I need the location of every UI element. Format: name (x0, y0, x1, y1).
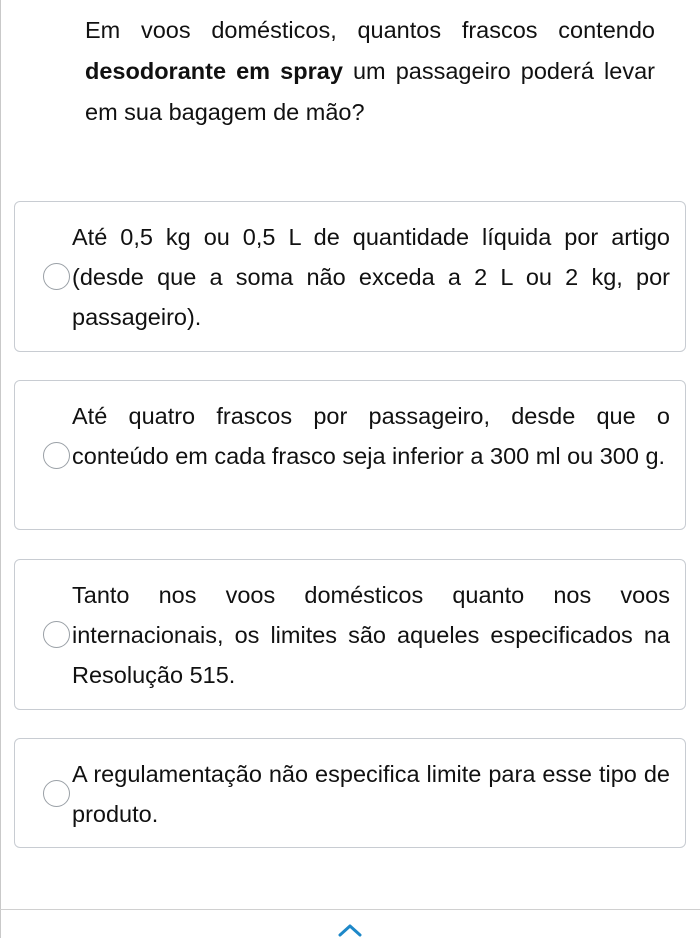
answer-option-1-text: Até 0,5 kg ou 0,5 L de quantidade líquida por artigo (desde que a soma não exceda a 2 L ou 2 kg, por passageiro). (72, 224, 670, 330)
answer-option-4-text: A regulamentação não especifica limite para esse tipo de produto. (72, 761, 670, 827)
answer-option-4[interactable] (14, 738, 686, 848)
question-text-start: Em voos domésticos, quantos frascos contendo (85, 17, 655, 43)
radio-unselected-icon[interactable] (43, 780, 70, 807)
left-divider (0, 0, 1, 938)
answer-option-2-text: Até quatro frascos por passageiro, desde que o conteúdo em cada frasco seja inferior a 300 ml ou 300 g. (72, 403, 670, 469)
question-text (85, 10, 655, 133)
answer-option-3-text: Tanto nos voos domésticos quanto nos voos internacionais, os limites são aqueles especificados na Resolução 515. (72, 582, 670, 688)
radio-unselected-icon[interactable] (43, 442, 70, 469)
radio-unselected-icon[interactable] (43, 621, 70, 648)
question-text-end: um passageiro poderá levar em sua bagagem de mão? (85, 58, 655, 125)
radio-unselected-icon[interactable] (43, 263, 70, 290)
answer-option-2[interactable] (14, 380, 686, 530)
bottom-divider (0, 909, 700, 910)
question-text-bold: desodorante em spray (85, 58, 343, 84)
answer-option-3[interactable] (14, 559, 686, 710)
answer-option-1[interactable] (14, 201, 686, 352)
chevron-up-icon[interactable] (337, 922, 363, 938)
